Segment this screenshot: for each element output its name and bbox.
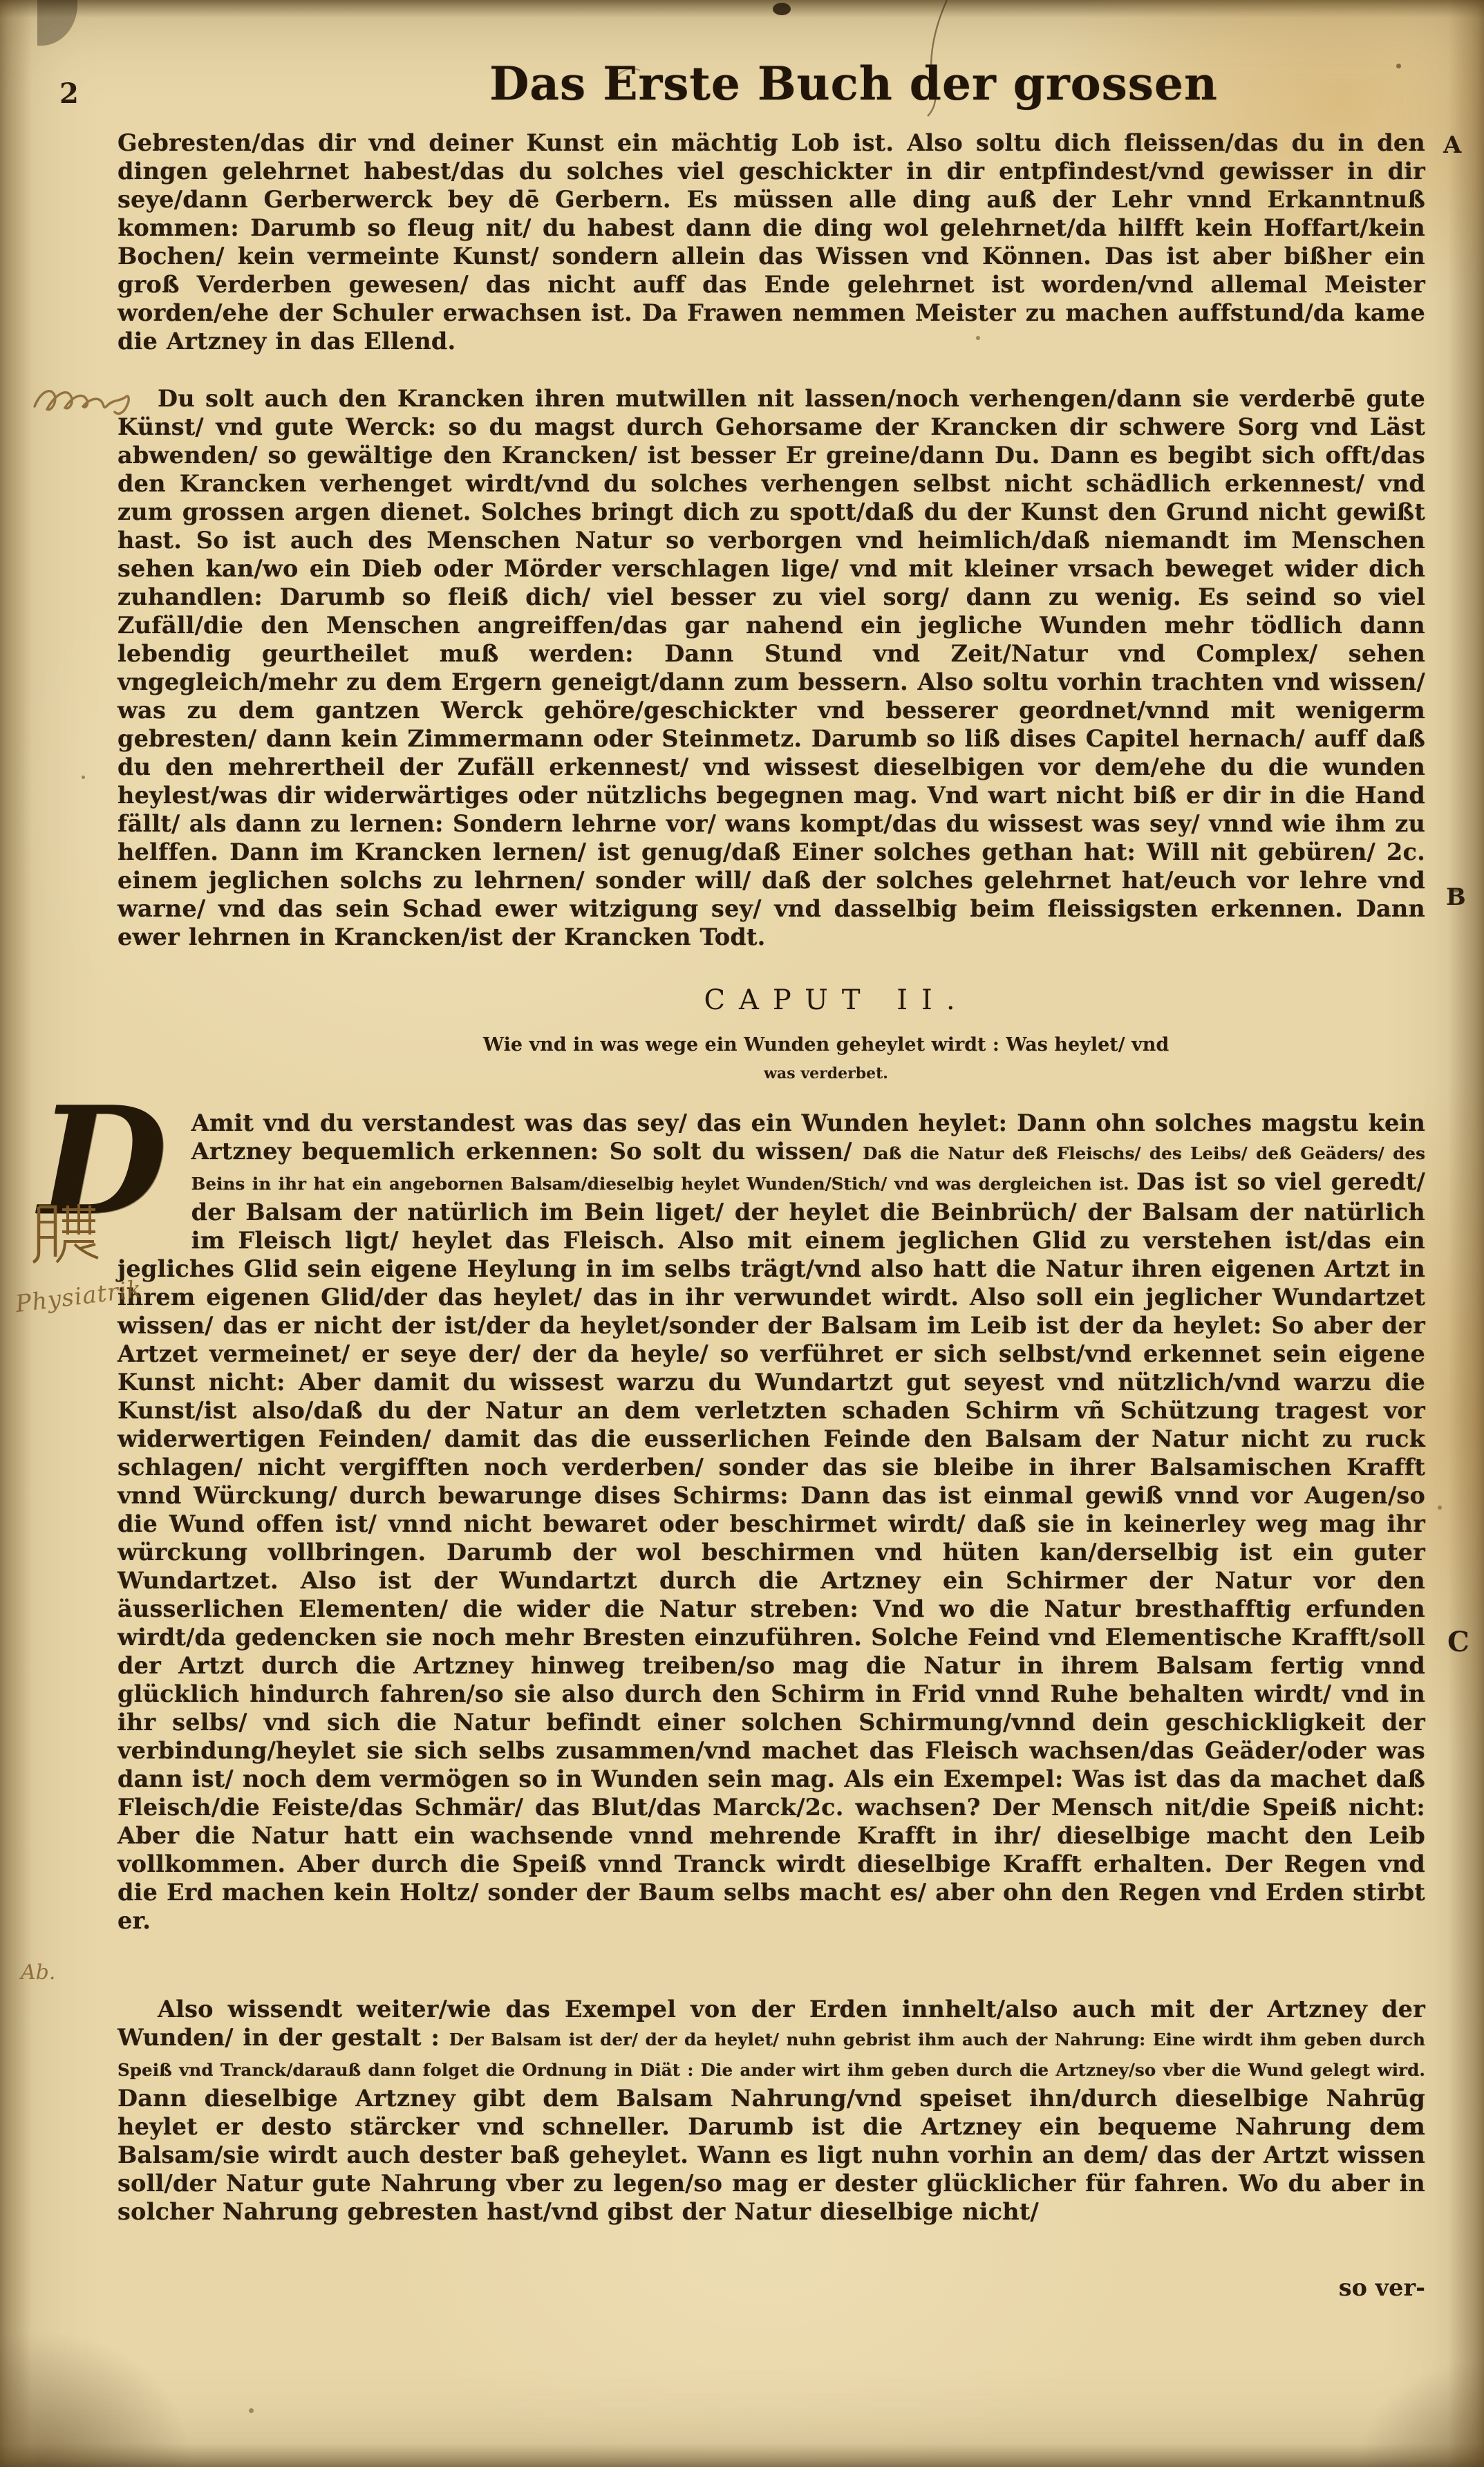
- ornamental-initial: D: [39, 1073, 168, 1248]
- handwritten-word-note: Physiatrik: [14, 1275, 144, 1319]
- paper-speck: [1438, 1505, 1442, 1510]
- handwritten-abbreviation-note: Ab.: [21, 1960, 56, 1985]
- running-title: Das Erste Buch der grossen: [489, 57, 1218, 111]
- paragraph: [118, 384, 1425, 951]
- text-segment-normal: Das ist so viel geredt/ der Balsam der natürlich im Bein liget/ der heylet die Beinbrüch/ der Balsam der natürlich im Fleisch ligt/ heylet das Fleisch. Also mit einem jeglichen Glid zu verstehen ist/das ein jegliches Glid sein eigene Heylung in im selbs trägt/vnd also hatt die Natur ihren eigenen Artzt in ihrem eigenen Glid/der das heylet/ das in ihr verwundet wirdt. Also soll ein jeglicher Wundartzet wissen/ das er nicht der ist/der da heylet/sonder der Balsam im Leib ist der da heylet: So aber der Artzet vermeinet/ er seye der/ der da heyle/ so verführet er sich selbst/vnd erkennet sein eigene Kunst nicht: Aber damit du wissest warzu du Wundartzt gut seyest vnd nützlich/vnd warzu die Kunst/ist also/daß du der Natur an dem verletzten schaden Schirm vñ Schützung tragest vor widerwertigen Feinden/ damit das die eusserlichen Feinde den Balsam der Natur nicht zu ruck schlagen/ nicht vergifften noch verderben/ sonder das sie bleibe in ihrer Balsamischen Krafft vnnd Würckung/ durch bewarunge dises Schirms: Dann das ist einmal gewiß vnnd vor Augen/so die Wund offen ist/ vnnd nicht bewaret oder beschirmet wirdt/ daß sie in keinerley weg mag ihr würckung vollbringen. Darumb der wol beschirmen vnd hüten kan/derselbig ist ein guter Wundartzet. Also ist der Wundartzt durch die Artzney ein Schirmer der Natur vor den äusserlichen Elementen/ die wider die Natur streben: Vnd wo die Natur bresthafftig erfunden wirdt/da gedencken sie noch mehr Bresten einzuführen. Solche Feind vnd Elementische Krafft/soll der Artzt durch die Artzney hinweg treiben/so mag die Natur in ihrem Balsam fertig vnnd glücklich hindurch fahren/so sie also durch den Schirm in Frid vnnd Ruhe behalten wirdt/ vnd in ihr selbs/ vnd sich die Natur befindt einer solchen Schirmung/vnnd dein geschickligkeit der verbindung/heylet sie sich selbs zusammen/vnd machet das Fleisch wachsen/das Geäder/oder was dann ist/ noch dem vermögen so in Wunden sein mag. Als ein Exempel: Was ist das da machet daß Fleisch/die Feiste/das Schmär/ das Blut/das Marck/2c. wachsen? Der Mensch nit/die Speiß nicht: Aber die Natur hatt ein wachsende vnnd mehrende Krafft in ihr/ dieselbige macht den Leib vollkommen. Aber durch die Speiß vnnd Tranck wirdt dieselbige Krafft erhalten. Der Regen vnd die Erd machen kein Holtz/ sonder der Baum selbs macht es/ aber ohn den Regen vnd Erden stirbt er.: [118, 1168, 1425, 1934]
- text-segment-normal: Gebresten/das dir vnd deiner Kunst ein mächtig Lob ist. Also soltu dich fleissen/das du in den dingen gelehrnet habest/das du solches viel geschickter in dir entpfindest/vnd gewisser in dir seye/dann Gerberwerck bey dē Gerbern. Es müssen alle ding auß der Lehr vnnd Erkanntnuß kommen: Darumb so fleug nit/ du habest dann die ding wol gelehrnet/da hilfft kein Hoffart/kein Bochen/ kein vermeinte Kunst/ sondern allein das Wissen vnd Können. Das ist aber bißher ein groß Verderben gewesen/ das nicht auff das Ende gelehrnet ist worden/vnd allemal Meister worden/ehe der Schuler erwachsen ist. Da Frawen nemmen Meister zu machen auffstund/da kame die Artzney in das Ellend.: [118, 129, 1425, 355]
- handwritten-squiggle-note: [30, 373, 134, 422]
- catchword: so ver-: [1338, 2274, 1425, 2301]
- text-segment-normal: Dann dieselbige Artzney gibt dem Balsam Nahrung/vnd speiset ihn/durch dieselbige Nahrūg heylet er desto stärcker vnd schneller. Darumb ist die Artzney ein bequeme Nahrung dem Balsam/sie wirdt auch dester baß geheylet. Wann es ligt nuhn vorhin an dem/ das der Artzt wissen soll/der Natur gute Nahrung vber zu legen/so mag er dester glücklicher für fahren. Wo du aber in solcher Nahrung gebresten hast/vnd gibst der Natur dieselbige nicht/: [118, 2085, 1425, 2225]
- page-number: 2: [59, 77, 79, 110]
- chapter-subtitle-line1: Wie vnd in was wege ein Wunden geheylet wirdt : Was heylet/ vnd: [482, 1034, 1170, 1056]
- text-segment-normal: Also wissendt weiter/wie das Exempel von der Erden innhelt/also auch mit der Artzney der Wunden/ in der gestalt :: [118, 1996, 1425, 2051]
- paragraph: [118, 1995, 1425, 2226]
- text-segment-small: Der Balsam ist der/ der da heylet/ nuhn gebrist ihm auch der Nahrung: Eine wirdt ihm geben durch Speiß vnd Tranck/darauß dann folget die Ordnung in Diät : Die ander wirt ihm geben durch die Artzney/so vber die Wund gelegt wird.: [118, 2029, 1426, 2080]
- text-segment-normal: Amit vnd du verstandest was das sey/ das ein Wunden heylet: Dann ohn solches magstu kein Artzney bequemlich erkennen: So solt du wissen/: [191, 1109, 1425, 1165]
- paper-speck: [82, 776, 85, 779]
- chapter-subtitle-line2: was verderbet.: [764, 1064, 888, 1082]
- section-letter-b: B: [1446, 883, 1466, 911]
- paper-speck: [249, 2408, 254, 2413]
- text-segment-normal: Du solt auch den Krancken ihren mutwillen nit lassen/noch verhengen/dann sie verderbē gute Künst/ vnd gute Werck: so du magst durch Gehorsame der Krancken dir schwere Sorg vnd Läst abwenden/ so gewältige den Krancken/ ist besser Er greine/dann Du. Dann es begibt sich offt/das den Krancken verhenget wirdt/vnd du solches verhengen selbst nicht schädlich erkennest/ vnd zum grossen argen dienet. Solches bringt dich zu spott/daß du der Kunst den Grund nicht gewißt hast. So ist auch des Menschen Natur so verborgen vnd heimlich/daß niemandt im Menschen sehen kan/wo ein Dieb oder Mörder verschlagen lige/ vnd mit kleiner vrsach beweget wider dich zuhandlen: Darumb so fleiß dich/ viel besser zu viel sorg/ dann zu wenig. Es seind so viel Zufäll/die den Menschen angreiffen/das gar nahend ein jegliche Wunden mehr tödlich dann lebendig geurtheilet muß werden: Dann Stund vnd Zeit/Natur vnd Complex/ sehen vngegleich/mehr zu dem Ergern geneigt/dann zum bessern. Also soltu vorhin trachten vnd wissen/ was zu dem gantzen Werck gehöre/geschickter vnd besserer geordnet/vnnd mit wenigerm gebresten/ dann kein Zimmermann oder Steinmetz. Darumb so liß dises Capitel hernach/ auff daß du den mehrertheil der Zufäll erkennest/ vnd wissest dieselbigen vor dem/ehe du die wunden heylest/was dir widerwärtiges oder nützlichs begegnen mag. Vnd wart nicht biß er dir in die Hand fällt/ als dann zu lernen: Sondern lehrne vor/ wans kompt/das du wissest was sey/ vnnd wie ihm zu helffen. Dann im Krancken lernen/ ist genug/daß Einer solches gethan hat: Will nit gebüren/ 2c. einem jeglichen solchs zu lehrnen/ sonder will/ daß der solches gelehrnet hat/euch vor lehre vnd warne/ vnd das sein Schad ewer witzigung sey/ vnd dasselbig beim fleissigsten erkennen. Dann ewer lehrnen in Krancken/ist der Krancken Todt.: [118, 385, 1425, 950]
- chapter-heading: CAPUT II.: [704, 984, 969, 1016]
- section-letter-c: C: [1447, 1626, 1469, 1658]
- section-letter-a: A: [1443, 131, 1462, 159]
- paragraph: [118, 129, 1425, 355]
- ink-blot: [773, 3, 791, 15]
- text-segment-small: Daß die Natur deß Fleischs/ des Leibs/ deß Geäders/ des Beins in ihr hat ein angebornen Balsam/dieselbig heylet Wunden/Stich/ vnd was dergleichen ist.: [191, 1143, 1425, 1194]
- cjk-character-annotation: [32, 1203, 101, 1264]
